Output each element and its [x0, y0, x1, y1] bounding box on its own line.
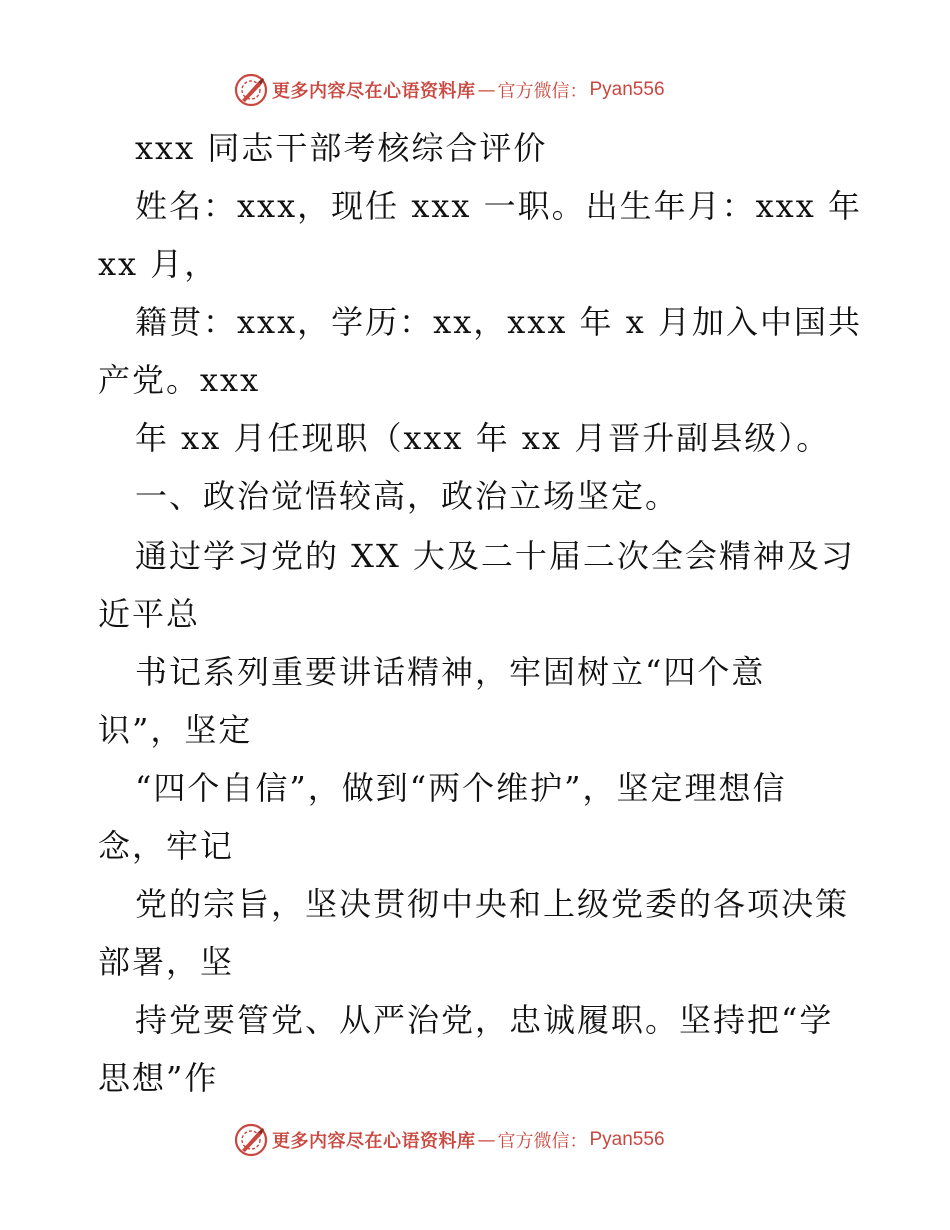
watermark-main-text: 更多内容尽在心语资料库 — [272, 81, 476, 102]
watermark-account: Pyan556 — [589, 1129, 665, 1150]
paragraph-line: 通过学习党的 XX 大及二十届二次全会精神及习 — [135, 537, 855, 575]
watermark-wechat-label: 官方微信： — [497, 1131, 588, 1152]
paragraph-line: 部署，坚 — [98, 943, 235, 981]
watermark-banner-bottom — [234, 1122, 665, 1158]
paragraph-line: 念，牢记 — [98, 827, 235, 865]
paragraph-line: 近平总 — [98, 595, 201, 633]
watermark-main-text: 更多内容尽在心语资料库 — [272, 1131, 476, 1152]
paragraph-line: 识”，坚定 — [98, 711, 253, 749]
paragraph-line: 党的宗旨，坚决贯彻中央和上级党委的各项决策 — [135, 885, 850, 923]
paragraph-line: 姓名：xxx，现任 xxx 一职。出生年月：xxx 年 — [135, 187, 862, 225]
paragraph-line: 持党要管党、从严治党，忠诚履职。坚持把“学 — [135, 1001, 834, 1039]
paragraph-line: 年 xx 月任现职（xxx 年 xx 月晋升副县级）。 — [135, 419, 831, 457]
watermark-separator: — — [477, 1129, 496, 1151]
paragraph-line: 籍贯：xxx，学历：xx，xxx 年 x 月加入中国共 — [135, 303, 862, 341]
paragraph-line: 书记系列重要讲话精神，牢固树立“四个意 — [135, 653, 766, 691]
watermark-wechat-label: 官方微信： — [497, 81, 588, 102]
paragraph-line: xx 月， — [98, 245, 219, 283]
document-title: xxx 同志干部考核综合评价 — [135, 129, 548, 167]
watermark-banner-top — [234, 72, 665, 108]
quill-pen-icon — [234, 1123, 268, 1157]
watermark-account: Pyan556 — [589, 79, 665, 100]
paragraph-line: “四个自信”，做到“两个维护”，坚定理想信 — [135, 769, 787, 807]
section-heading: 一、政治觉悟较高，政治立场坚定。 — [135, 477, 680, 515]
watermark-separator: — — [477, 79, 496, 101]
paragraph-line: 思想”作 — [98, 1059, 219, 1097]
quill-pen-icon — [234, 73, 268, 107]
paragraph-line: 产党。xxx — [98, 361, 261, 399]
